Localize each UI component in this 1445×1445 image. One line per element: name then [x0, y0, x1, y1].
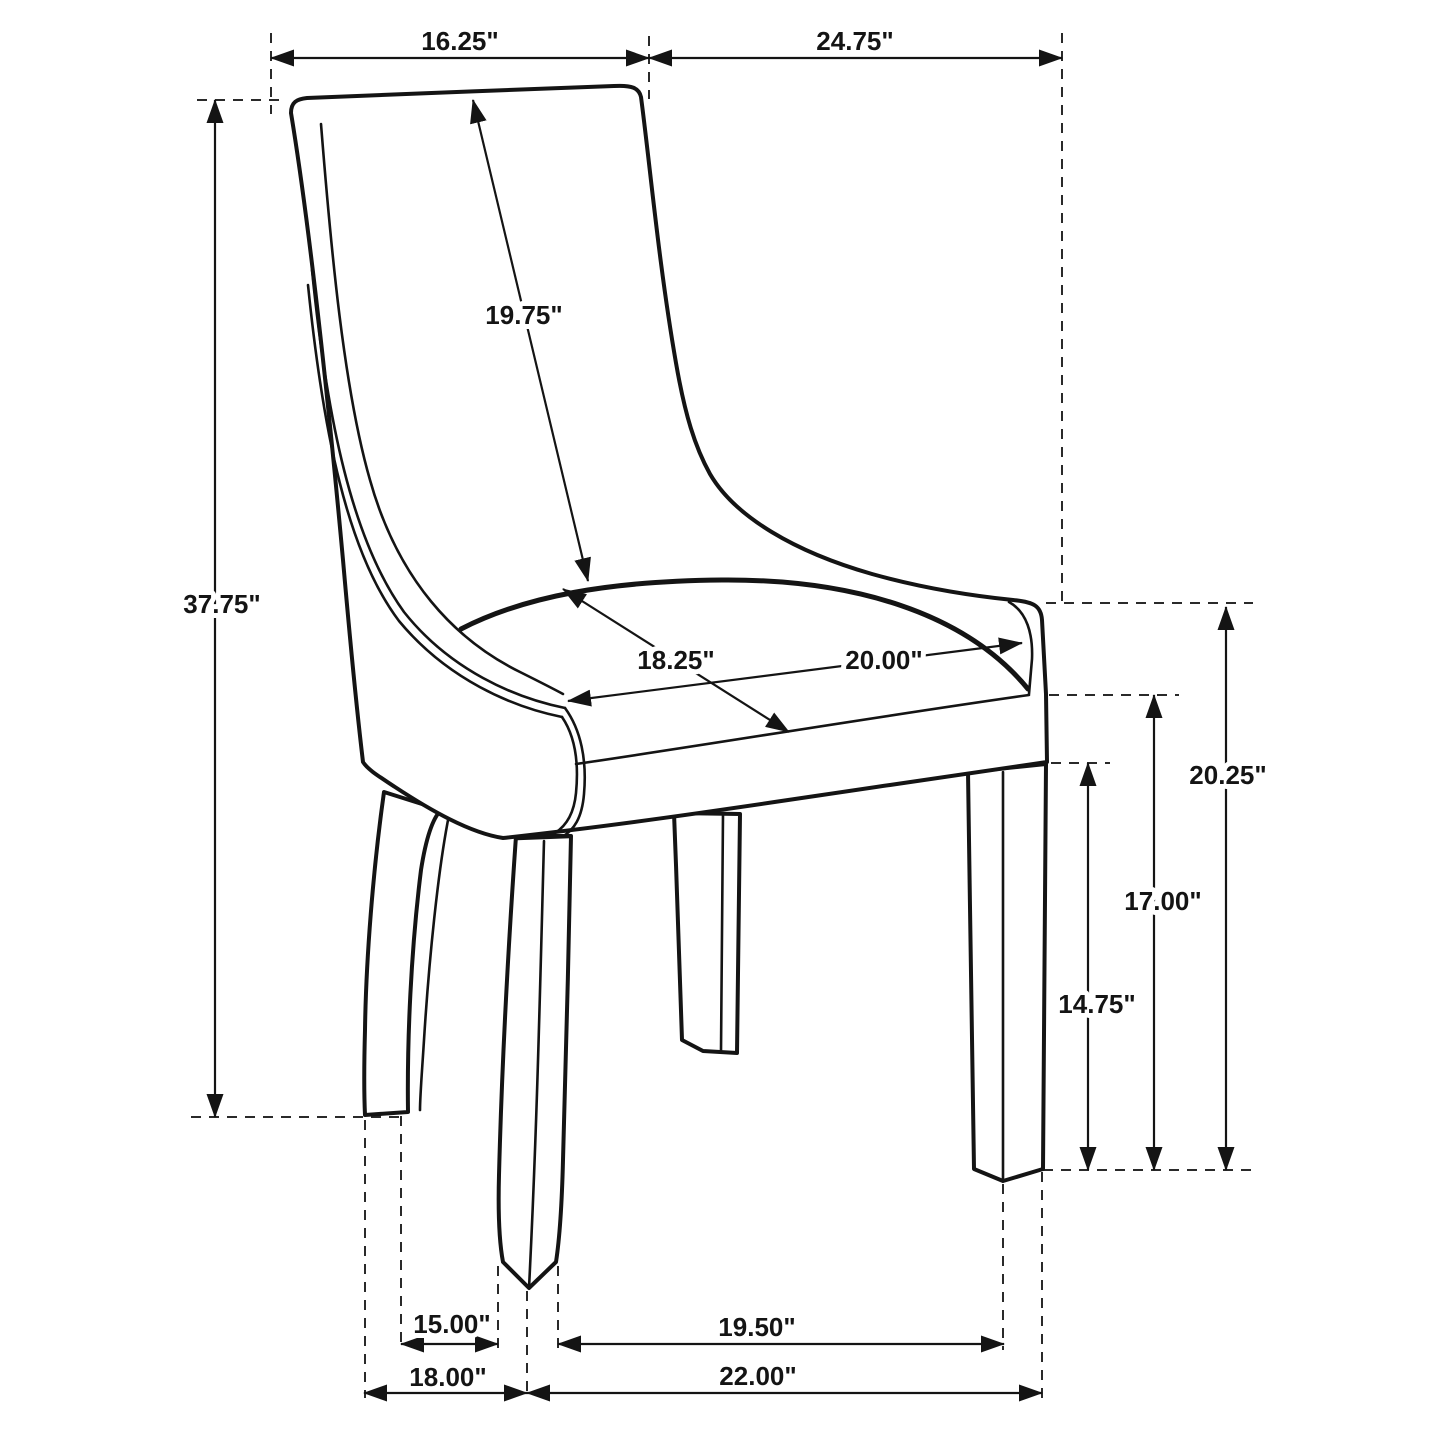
rear-left-leg: [674, 813, 740, 1053]
dim-label-front-width: 18.00": [409, 1362, 487, 1392]
dim-label-overall-depth: 22.00": [719, 1361, 797, 1391]
chair-body: [291, 86, 1047, 838]
dim-label-front-leg-spacing: 15.00": [413, 1309, 491, 1339]
dim-label-leg-depth-spacing: 19.50": [718, 1312, 796, 1342]
dim-label-top-depth: 24.75": [816, 26, 894, 56]
dim-label-seat-width: 20.00": [845, 645, 923, 675]
dim-label-arm-height: 20.25": [1189, 760, 1267, 790]
dim-label-overall-height: 37.75": [183, 589, 261, 619]
dim-label-seat-depth: 18.25": [637, 645, 715, 675]
chair-legs: [364, 764, 1046, 1288]
rear-right-leg: [968, 764, 1046, 1181]
dim-label-leg-height: 14.75": [1058, 989, 1136, 1019]
dim-label-seat-height: 17.00": [1124, 886, 1202, 916]
front-right-leg: [499, 836, 571, 1288]
dim-label-back-top-width: 16.25": [421, 26, 499, 56]
dim-label-backrest-length: 19.75": [485, 300, 563, 330]
chair-line-art: [291, 86, 1047, 1288]
